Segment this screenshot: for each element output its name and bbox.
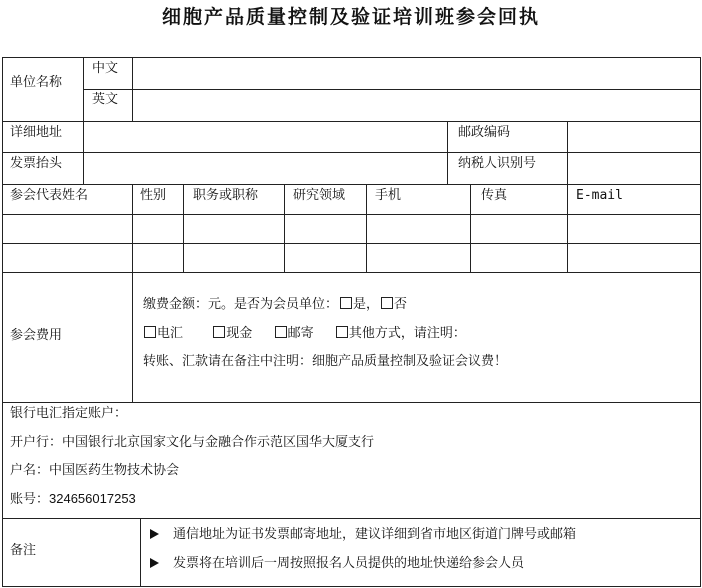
invoice-title-field[interactable] bbox=[85, 153, 446, 184]
arrow-bullet-icon bbox=[150, 558, 159, 568]
tax-id-label: 纳税人识别号 bbox=[458, 156, 537, 171]
org-cn-field[interactable] bbox=[134, 58, 700, 89]
fees-amount-line bbox=[143, 297, 407, 313]
row-divider bbox=[2, 214, 701, 215]
member-yes-checkbox[interactable] bbox=[340, 297, 352, 309]
account-name-label: 户名： bbox=[10, 463, 50, 478]
form-title: 细胞产品质量控制及验证培训班参会回执 bbox=[161, 6, 540, 28]
col-divider bbox=[700, 57, 701, 587]
member-no-label: 否 bbox=[394, 297, 408, 312]
account-number-value: 324656017253 bbox=[49, 491, 136, 506]
col-divider bbox=[83, 57, 84, 121]
col-divider bbox=[132, 272, 133, 402]
invoice-title-label: 发票抬头 bbox=[10, 156, 63, 171]
wire-checkbox[interactable] bbox=[144, 326, 156, 338]
account-name bbox=[10, 463, 179, 479]
header-research-field: 研究领域 bbox=[293, 188, 346, 203]
other-checkbox[interactable] bbox=[336, 326, 348, 338]
remark-item bbox=[150, 556, 524, 572]
row-divider bbox=[2, 243, 701, 244]
arrow-bullet-icon bbox=[150, 529, 159, 539]
col-divider bbox=[366, 184, 367, 272]
col-divider bbox=[567, 121, 568, 184]
header-gender: 性别 bbox=[140, 188, 167, 203]
col-divider bbox=[470, 184, 471, 272]
address-label: 详细地址 bbox=[10, 125, 63, 140]
col-divider bbox=[447, 121, 448, 184]
remark-item bbox=[150, 527, 576, 543]
org-cn-label: 中文 bbox=[92, 61, 119, 76]
header-position: 职务或职称 bbox=[193, 188, 259, 203]
col-divider bbox=[132, 184, 133, 272]
row-divider bbox=[2, 402, 701, 403]
remark-text: 发票将在培训后一周按照报名人员提供的地址快递给参会人员 bbox=[173, 556, 525, 571]
col-divider bbox=[2, 57, 3, 587]
member-no-checkbox[interactable] bbox=[381, 297, 393, 309]
org-en-field[interactable] bbox=[134, 90, 700, 121]
header-mobile: 手机 bbox=[375, 188, 402, 203]
header-fax: 传真 bbox=[481, 188, 508, 203]
account-name-value: 中国医药生物技术协会 bbox=[49, 463, 180, 478]
fees-amount-text: 缴费金额：元。是否为会员单位： bbox=[143, 297, 339, 312]
mail-label: 邮寄 bbox=[287, 326, 314, 341]
wire-label: 电汇 bbox=[157, 326, 184, 341]
row-divider bbox=[2, 272, 701, 273]
col-divider bbox=[284, 184, 285, 272]
remark-text: 通信地址为证书发票邮寄地址，建议详细到省市地区街道门牌号或邮箱 bbox=[173, 527, 577, 542]
col-divider bbox=[567, 184, 568, 272]
account-number-label: 账号： bbox=[10, 492, 50, 507]
address-field[interactable] bbox=[85, 122, 446, 152]
cash-checkbox[interactable] bbox=[213, 326, 225, 338]
cash-label: 现金 bbox=[226, 326, 253, 341]
postcode-label: 邮政编码 bbox=[458, 125, 511, 140]
bank-title: 银行电汇指定账户： bbox=[10, 406, 128, 421]
remarks-label: 备注 bbox=[10, 543, 37, 558]
member-yes-label: 是， bbox=[353, 297, 380, 312]
other-label: 其他方式，请注明： bbox=[348, 326, 466, 341]
mail-checkbox[interactable] bbox=[275, 326, 287, 338]
tax-id-field[interactable] bbox=[569, 153, 700, 184]
header-email: E-mail bbox=[576, 188, 623, 203]
header-attendee-name: 参会代表姓名 bbox=[10, 188, 89, 203]
col-divider bbox=[140, 518, 141, 586]
col-divider bbox=[132, 57, 133, 121]
row-divider bbox=[2, 586, 701, 587]
payment-methods bbox=[142, 326, 466, 342]
row-divider bbox=[2, 184, 701, 185]
postcode-field[interactable] bbox=[569, 122, 700, 152]
account-number bbox=[10, 491, 136, 508]
org-name-label: 单位名称 bbox=[10, 75, 63, 90]
row-divider bbox=[2, 518, 701, 519]
col-divider bbox=[183, 184, 184, 272]
fees-note: 转账、汇款请在备注中注明：细胞产品质量控制及验证会议费！ bbox=[143, 354, 508, 369]
col-divider bbox=[83, 121, 84, 184]
org-en-label: 英文 bbox=[92, 92, 119, 107]
bank-branch: 开户行：中国银行北京国家文化与金融合作示范区国华大厦支行 bbox=[10, 435, 375, 450]
fees-label: 参会费用 bbox=[10, 328, 63, 343]
